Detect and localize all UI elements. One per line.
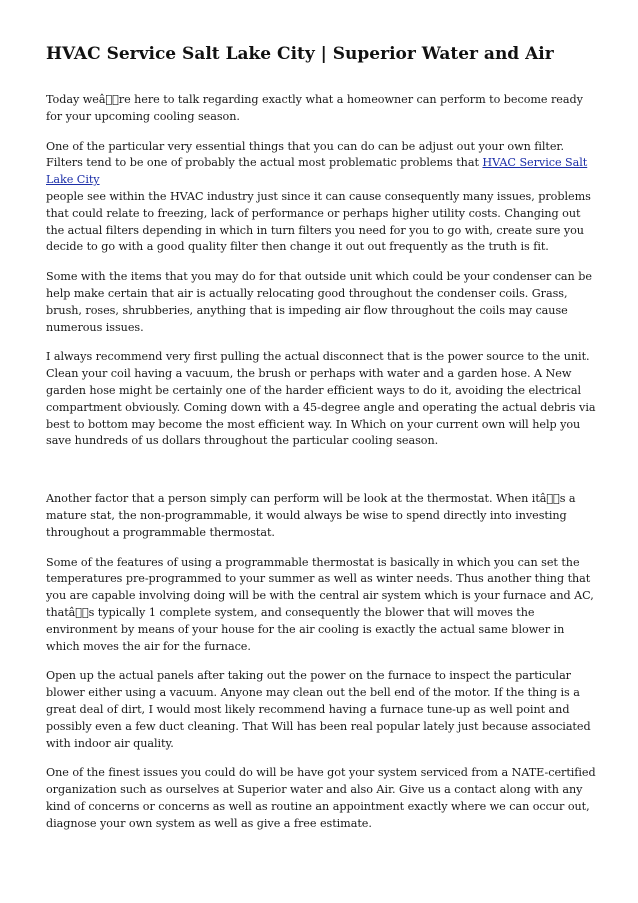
paragraph-condenser: Some with the items that you may do for that outside unit which could be your condenser can be help make certain that air is actually relocating good throughout the condenser coils. Grass, brush, roses, shrubberies, anything that is impeding air flow throughout the coils may cause numerous issues. (46, 270, 592, 334)
paragraph-filters (46, 139, 598, 257)
paragraph-furnace-blower: Open up the actual panels after taking out the power on the furnace to inspect the particular blower either using a vacuum. Anyone may clean out the bell end of the motor. If the thing is a great deal of dirt, I would most likely recommend having a furnace tune-up as well point and possibly even a few duct cleaning. That Will has been real popular lately just because associated with indoor air quality. (46, 669, 591, 750)
paragraph-filters-text-start: One of the particular very essential things that you can do can be adjust out your own filter. Filters tend to be one of probably the actual most problematic problems that (46, 139, 564, 170)
blank-space (46, 463, 598, 491)
paragraph-filters-text-end: people see within the HVAC industry just since it can cause consequently many issues, problems that could relate to freezing, lack of performance or perhaps higher utility costs. Changing out the actual filters depending in which in turn filters you need for you to go with, create sure you decide to go with a good quality filter then change it out out frequently as the truth is fit. (46, 189, 591, 254)
paragraph-coil-cleaning: I always recommend very first pulling the actual disconnect that is the power source to the unit. Clean your coil having a vacuum, the brush or perhaps with water and a garden hose. A New garden hose might be certainly one of the harder efficient ways to do it, avoiding the electrical compartment obviously. Coming down with a 45-degree angle and operating the actual debris via best to bottom may become the most efficient way. In Which on your current own will help you save hundreds of us dollars throughout the particular cooling season. (46, 350, 596, 448)
document-page (46, 42, 598, 845)
hvac-service-link[interactable]: HVAC Service Salt Lake City (46, 156, 588, 187)
paragraph-intro: Today weâ  re here to talk regarding exactly what a homeowner can perform to become ready for your upcoming cooling season. (46, 93, 583, 123)
paragraph-thermostat: Another factor that a person simply can perform will be look at the thermostat. When itâ  s a mature stat, the non-programmable, it would always be wise to spend directly into investing throughout a programmable thermostat. (46, 492, 576, 539)
paragraph-nate-service: One of the finest issues you could do will be have got your system serviced from a NATE-certified organization such as ourselves at Superior water and also Air. Give us a contact along with any kind of concerns or concerns as well as routine an appointment exactly where we can occur out, diagnose your own system as well as give a free estimate. (46, 766, 596, 830)
paragraph-programmable-thermostat: Some of the features of using a programmable thermostat is basically in which you can set the temperatures pre-programmed to your summer as well as winter needs. Thus another thing that you are capable involving doing will be with the central air system which is your furnace and AC, thatâ  s typically 1 complete system, and consequently the blower that will moves the environment by means of your house for the air cooling is exactly the actual same blower in which moves the air for the furnace. (46, 555, 594, 653)
page-title: HVAC Service Salt Lake City | Superior Water and Air (46, 44, 554, 64)
